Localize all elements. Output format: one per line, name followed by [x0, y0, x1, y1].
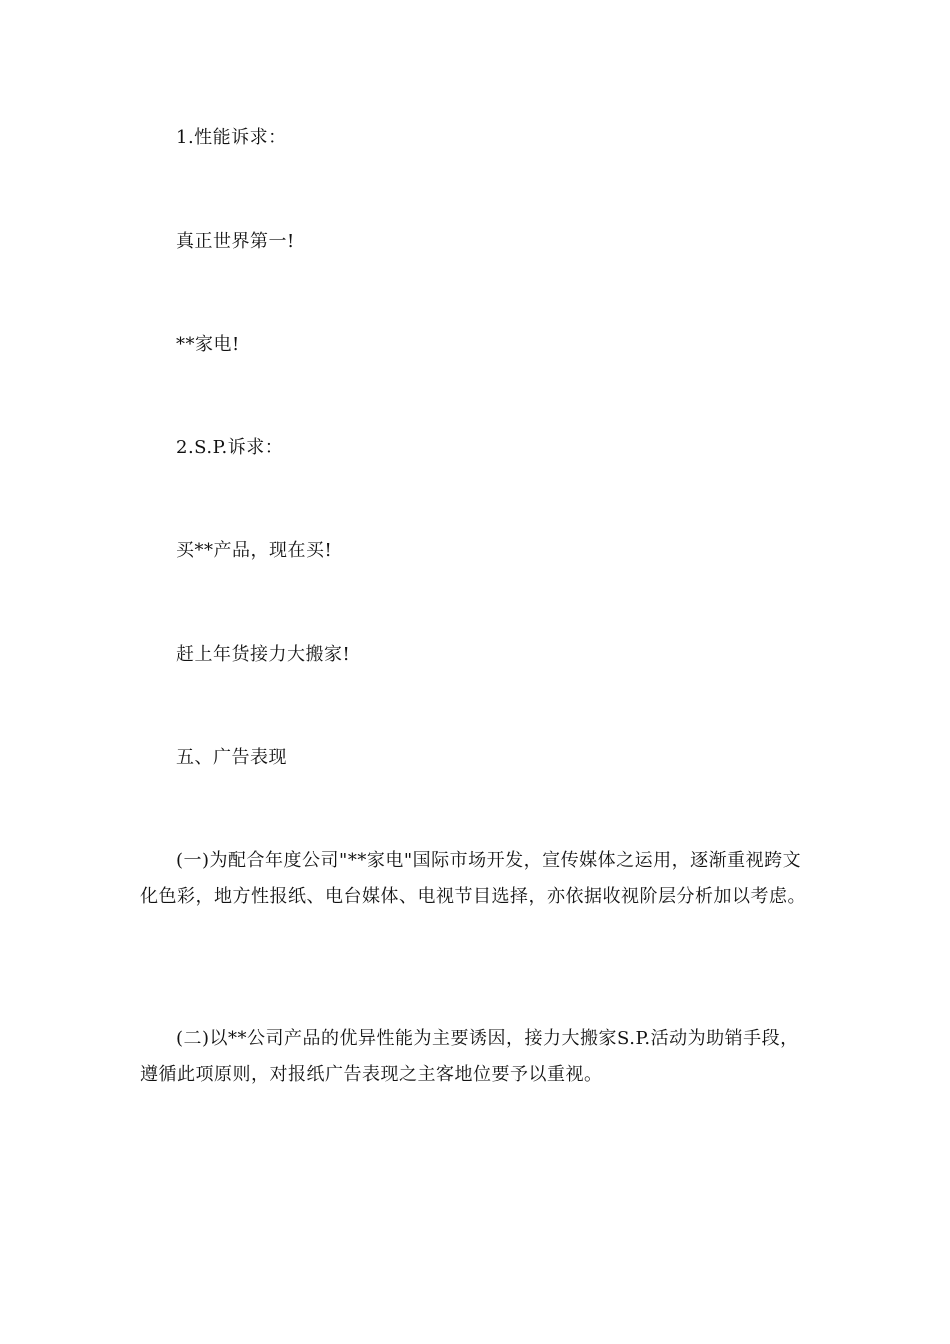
section-heading-ad-expression: 五、广告表现: [176, 747, 287, 768]
paragraph-slogan-world-first: 真正世界第一!: [176, 231, 295, 252]
paragraph-slogan-new-year: 赶上年货接力大搬家!: [176, 644, 351, 665]
paragraph-point-two: (二)以**公司产品的优异性能为主要诱因，接力大搬家S.P.活动为助销手段，遵循此项原则，对报纸广告表现之主客地位要予以重视。: [140, 1028, 799, 1085]
paragraph-point-one: (一)为配合年度公司"**家电"国际市场开发，宣传媒体之运用，逐渐重视跨文化色彩，地方性报纸、电台媒体、电视节目选择，亦依据收视阶层分析加以考虑。: [140, 850, 806, 907]
paragraph-sp-appeal-heading: 2.S.P.诉求：: [176, 437, 284, 458]
paragraph-slogan-buy-now: 买**产品，现在买!: [176, 540, 333, 561]
paragraph-performance-appeal-heading: 1.性能诉求：: [176, 127, 287, 148]
paragraph-slogan-appliance: **家电!: [176, 334, 240, 355]
